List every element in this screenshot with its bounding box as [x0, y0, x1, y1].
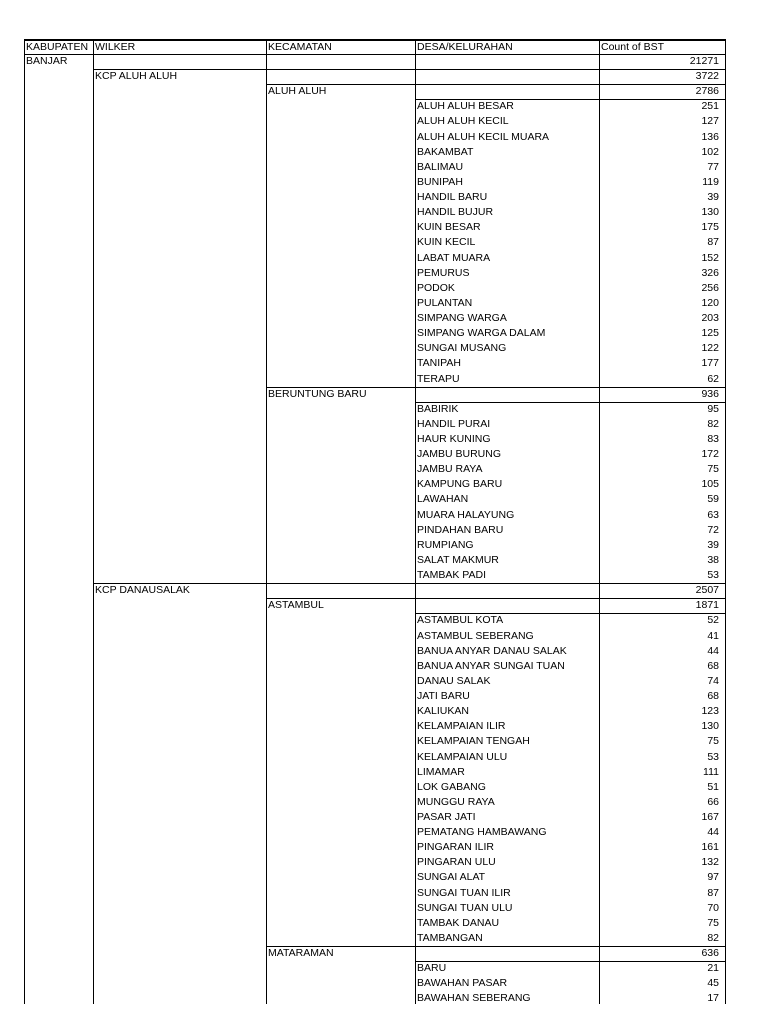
kecamatan-count: 636	[701, 947, 719, 960]
desa-name: PINGARAN ULU	[417, 856, 496, 869]
desa-count: 123	[701, 705, 719, 718]
desa-count: 177	[701, 357, 719, 370]
desa-name: TERAPU	[417, 372, 460, 385]
kecamatan-count: 2786	[695, 85, 719, 98]
desa-count: 41	[707, 629, 719, 642]
desa-count: 66	[707, 795, 719, 808]
desa-name: SIMPANG WARGA DALAM	[417, 327, 546, 340]
desa-count: 125	[701, 327, 719, 340]
desa-count: 120	[701, 296, 719, 309]
desa-name: BANUA ANYAR SUNGAI TUAN	[417, 659, 565, 672]
desa-name: BAKAMBAT	[417, 145, 474, 158]
desa-name: ALUH ALUH BESAR	[417, 100, 514, 113]
desa-count: 68	[707, 690, 719, 703]
header-top-border	[24, 39, 725, 41]
desa-name: BABIRIK	[417, 402, 459, 415]
desa-name: JAMBU BURUNG	[417, 448, 502, 461]
header-desa: DESA/KELURAHAN	[417, 41, 513, 53]
desa-count: 97	[707, 871, 719, 884]
desa-count: 52	[707, 614, 719, 627]
wilker-name: KCP ALUH ALUH	[95, 70, 178, 83]
desa-name: HAUR KUNING	[417, 433, 491, 445]
desa-count: 122	[701, 342, 719, 355]
desa-name: LABAT MUARA	[417, 251, 491, 264]
gridline-right	[725, 39, 726, 1004]
desa-count: 152	[701, 251, 719, 264]
kabupaten-name: BANJAR	[26, 55, 68, 67]
kecamatan-name: BERUNTUNG BARU	[268, 387, 367, 400]
desa-name: BANUA ANYAR DANAU SALAK	[417, 644, 567, 657]
desa-count: 130	[701, 720, 719, 733]
desa-name: LIMAMAR	[417, 765, 465, 778]
header-kecamatan: KECAMATAN	[268, 41, 332, 53]
desa-count: 68	[707, 659, 719, 672]
header-wilker: WILKER	[95, 41, 136, 53]
desa-name: SUNGAI MUSANG	[417, 342, 507, 355]
desa-name: PULANTAN	[417, 296, 473, 309]
desa-name: ALUH ALUH KECIL MUARA	[417, 130, 550, 143]
desa-name: PASAR JATI	[417, 811, 476, 823]
wilker-name: KCP DANAUSALAK	[95, 584, 190, 597]
gridline-kecamatan	[266, 39, 267, 1004]
desa-count: 87	[707, 886, 719, 899]
gridline-count	[599, 39, 600, 1004]
desa-count: 75	[707, 735, 719, 748]
desa-name: KELAMPAIAN TENGAH	[417, 735, 530, 748]
desa-name: HANDIL PURAI	[417, 417, 491, 430]
desa-name: SUNGAI TUAN ILIR	[417, 886, 511, 899]
desa-name: BUNIPAH	[417, 175, 463, 188]
desa-name: PEMATANG HAMBAWANG	[417, 826, 547, 839]
desa-count: 127	[701, 115, 719, 128]
desa-name: KUIN KECIL	[417, 236, 476, 249]
gridline-desa	[415, 39, 416, 1004]
desa-count: 45	[707, 977, 719, 990]
desa-count: 102	[701, 145, 719, 158]
desa-count: 21	[707, 962, 719, 975]
desa-count: 87	[707, 236, 719, 249]
desa-name: MUARA HALAYUNG	[417, 508, 515, 521]
desa-count: 175	[701, 221, 719, 234]
kecamatan-count: 936	[701, 387, 719, 400]
header-kabupaten: KABUPATEN	[26, 41, 89, 53]
desa-name: SIMPANG WARGA	[417, 312, 507, 325]
desa-name: KELAMPAIAN ILIR	[417, 720, 506, 733]
desa-name: BALIMAU	[417, 160, 464, 173]
desa-name: DANAU SALAK	[417, 674, 491, 687]
desa-name: PINDAHAN BARU	[417, 523, 504, 536]
desa-name: TANIPAH	[417, 357, 461, 370]
desa-count: 75	[707, 916, 719, 929]
desa-name: KELAMPAIAN ULU	[417, 750, 508, 763]
desa-name: TAMBAK PADI	[417, 569, 487, 582]
desa-count: 17	[707, 992, 719, 1005]
desa-name: TAMBANGAN	[417, 931, 483, 944]
desa-name: JATI BARU	[417, 690, 470, 703]
desa-count: 119	[702, 175, 719, 188]
desa-count: 251	[701, 100, 719, 113]
desa-count: 105	[701, 478, 719, 491]
desa-count: 132	[701, 856, 719, 869]
desa-count: 82	[707, 931, 719, 944]
desa-name: LAWAHAN	[417, 493, 469, 506]
desa-name: KALIUKAN	[417, 705, 469, 718]
gridline-wilker	[93, 39, 94, 1004]
desa-count: 63	[707, 508, 719, 521]
desa-count: 130	[701, 206, 719, 219]
desa-count: 172	[701, 448, 719, 461]
desa-name: RUMPIANG	[417, 538, 474, 551]
desa-count: 51	[707, 780, 719, 793]
desa-count: 59	[707, 493, 719, 506]
desa-name: KAMPUNG BARU	[417, 478, 503, 491]
desa-count: 39	[707, 538, 719, 551]
desa-name: SUNGAI TUAN ULU	[417, 901, 513, 914]
desa-name: ASTAMBUL KOTA	[417, 614, 504, 627]
desa-count: 44	[707, 644, 719, 657]
desa-count: 39	[707, 191, 719, 204]
desa-count: 74	[707, 674, 719, 687]
desa-count: 111	[703, 765, 719, 778]
desa-name: BARU	[417, 962, 447, 975]
desa-name: JAMBU RAYA	[417, 463, 483, 476]
desa-name: HANDIL BUJUR	[417, 206, 494, 219]
desa-count: 77	[707, 160, 719, 173]
desa-count: 136	[701, 130, 719, 143]
desa-name: PEMURUS	[417, 266, 470, 279]
desa-count: 82	[707, 417, 719, 430]
wilker-count: 2507	[695, 584, 719, 597]
desa-name: PODOK	[417, 281, 455, 294]
desa-count: 53	[707, 750, 719, 763]
desa-count: 161	[701, 841, 719, 854]
desa-name: BAWAHAN PASAR	[417, 977, 508, 990]
desa-name: MUNGGU RAYA	[417, 795, 495, 808]
desa-count: 38	[707, 553, 719, 566]
gridline-left	[24, 39, 25, 1004]
kecamatan-name: MATARAMAN	[268, 947, 334, 960]
desa-count: 167	[701, 811, 719, 823]
desa-name: SUNGAI ALAT	[417, 871, 486, 884]
desa-count: 44	[707, 826, 719, 839]
kabupaten-count: 21271	[689, 55, 719, 67]
desa-count: 53	[707, 569, 719, 582]
desa-count: 95	[707, 402, 719, 415]
desa-count: 83	[707, 433, 719, 445]
kecamatan-name: ASTAMBUL	[268, 599, 324, 612]
desa-count: 75	[707, 463, 719, 476]
desa-name: HANDIL BARU	[417, 191, 488, 204]
desa-name: SALAT MAKMUR	[417, 553, 499, 566]
kecamatan-name: ALUH ALUH	[268, 85, 327, 98]
desa-name: LOK GABANG	[417, 780, 486, 793]
kecamatan-count: 1871	[695, 599, 719, 612]
header-count: Count of BST	[601, 41, 665, 53]
desa-count: 256	[701, 281, 719, 294]
desa-name: ASTAMBUL SEBERANG	[417, 629, 534, 642]
desa-count: 62	[707, 372, 719, 385]
desa-name: KUIN BESAR	[417, 221, 481, 234]
desa-name: ALUH ALUH KECIL	[417, 115, 509, 128]
desa-count: 72	[707, 523, 719, 536]
desa-count: 203	[701, 312, 719, 325]
desa-count: 70	[707, 901, 719, 914]
desa-name: PINGARAN ILIR	[417, 841, 495, 854]
desa-name: TAMBAK DANAU	[417, 916, 500, 929]
desa-name: BAWAHAN SEBERANG	[417, 992, 531, 1005]
wilker-count: 3722	[695, 70, 719, 83]
desa-count: 326	[701, 266, 719, 279]
